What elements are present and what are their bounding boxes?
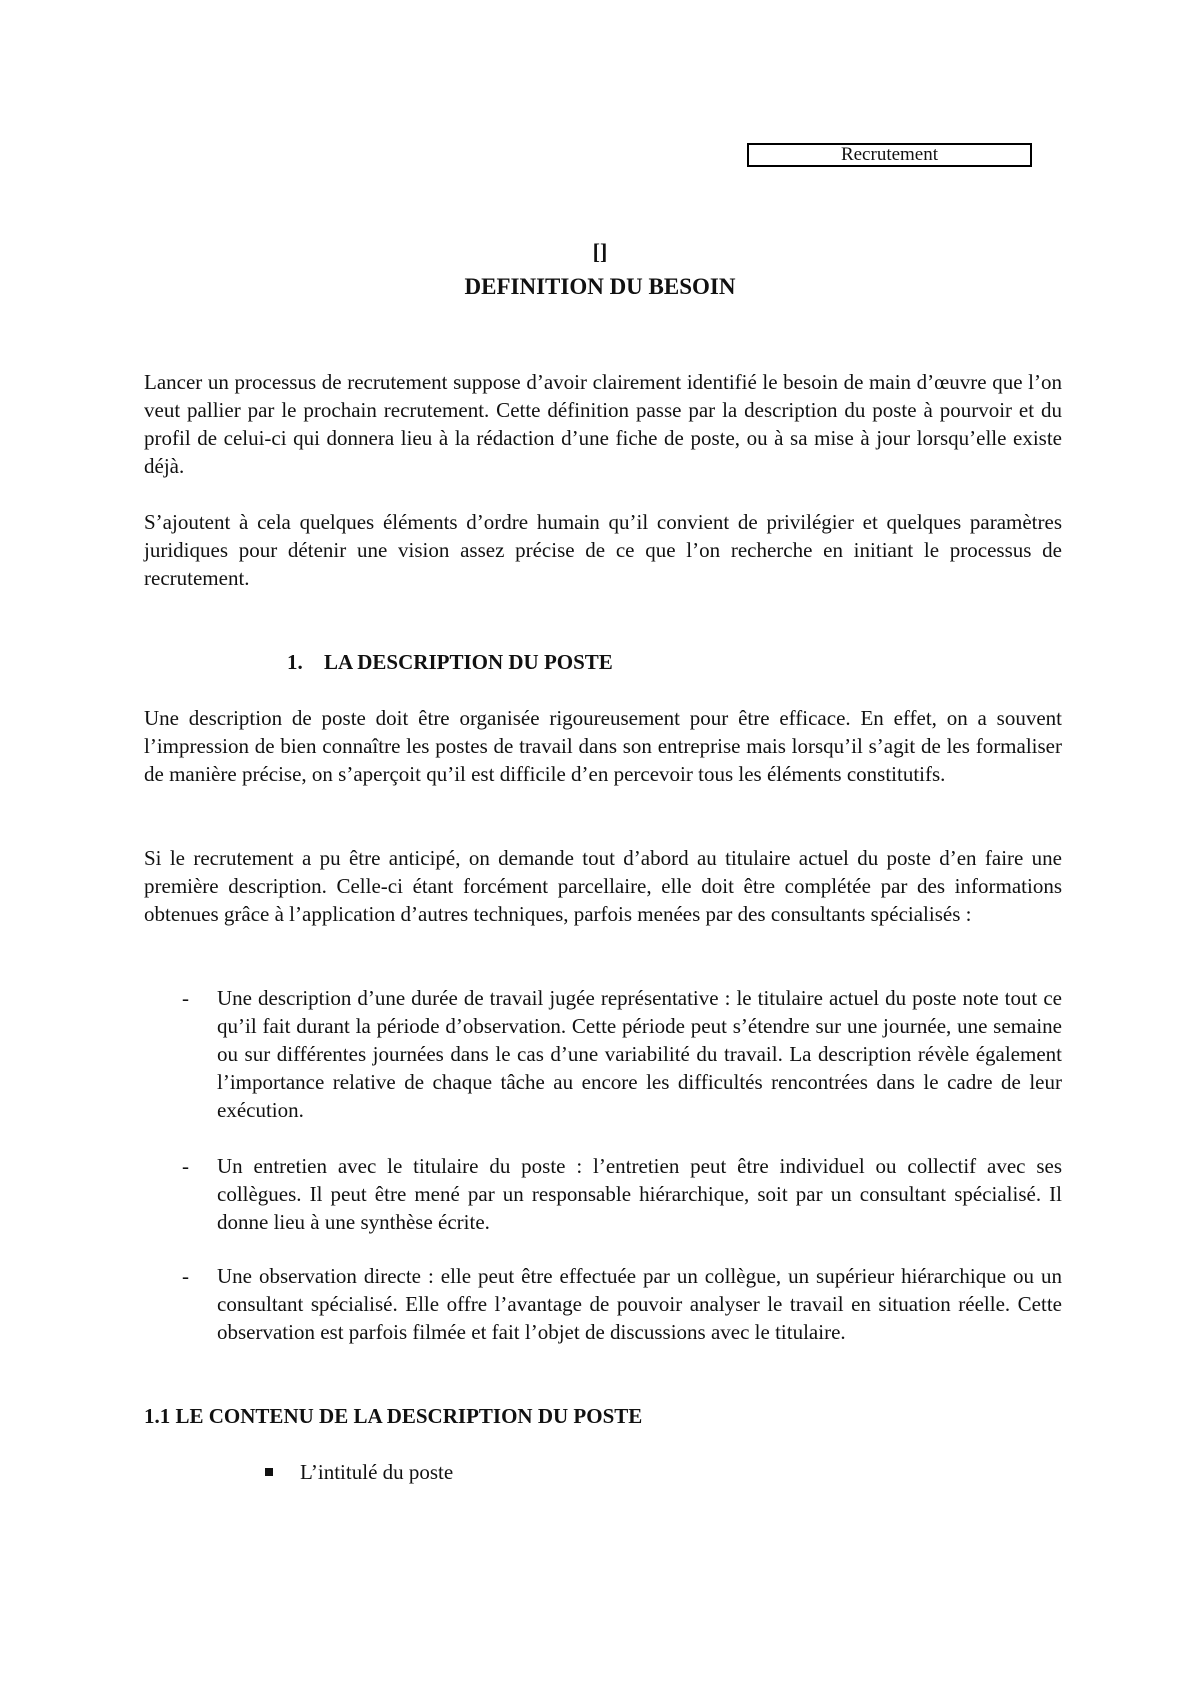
section-1-1-heading: 1.1 LE CONTENU DE LA DESCRIPTION DU POSTE xyxy=(144,1404,643,1428)
missing-glyph-symbol: [] xyxy=(592,239,608,264)
section-1-paragraph-1: Une description de poste doit être organisée rigoureusement pour être efficace. En effet, on a souvent l’impression de bien connaître les postes de travail dans son entreprise mais lorsqu’il s’agit de les formaliser de manière précise, on s’aperçoit qu’il est difficile d’en percevoir tous les éléments constitutifs. xyxy=(144,706,1062,786)
section-1-title: LA DESCRIPTION DU POSTE xyxy=(324,650,613,674)
dash-marker: - xyxy=(182,1154,189,1178)
list-item-text: Une observation directe : elle peut être effectuée par un collègue, un supérieur hiérarchique ou un consultant spécialisé. Elle offre l’avantage de pouvoir analyser le travail en situation réelle. Cette observation est parfois filmée et fait l’objet de discussions avec le titulaire. xyxy=(217,1264,1062,1344)
list-item-text: Un entretien avec le titulaire du poste : l’entretien peut être individuel ou collectif avec ses collègues. Il peut être mené par un responsable hiérarchique, soit par un consultant spécialisé. Il donne lieu à une synthèse écrite. xyxy=(217,1154,1062,1234)
dash-marker: - xyxy=(182,986,189,1010)
dash-marker: - xyxy=(182,1264,189,1288)
section-1-paragraph-2: Si le recrutement a pu être anticipé, on demande tout d’abord au titulaire actuel du poste d’en faire une première description. Celle-ci étant forcément parcellaire, elle doit être complétée par des informations obtenues grâce à l’application d’autres techniques, parfois menées par des consultants spécialisés : xyxy=(144,846,1062,926)
intro-paragraph-2: S’ajoutent à cela quelques éléments d’ordre humain qu’il convient de privilégier et quelques paramètres juridiques pour détenir une vision assez précise de ce que l’on recherche en initiant le processus de recrutement. xyxy=(144,510,1062,590)
header-label: Recrutement xyxy=(840,144,939,165)
list-item-text: Une description d’une durée de travail jugée représentative : le titulaire actuel du poste note tout ce qu’il fait durant la période d’observation. Cette période peut s’étendre sur une journée, une semaine ou sur différentes journées dans le cas d’une variabilité du travail. La description révèle également l’importance relative de chaque tâche au encore les difficultés rencontrées dans le cadre de leur exécution. xyxy=(217,986,1062,1122)
intro-paragraph-1: Lancer un processus de recrutement suppose d’avoir clairement identifié le besoin de main d’œuvre que l’on veut pallier par le prochain recrutement. Cette définition passe par la description du poste à pourvoir et du profil de celui-ci qui donnera lieu à la rédaction d’une fiche de poste, ou à sa mise à jour lorsqu’elle existe déjà. xyxy=(144,370,1062,478)
header-label-box xyxy=(747,143,1032,167)
square-bullet-icon xyxy=(265,1468,273,1476)
document-title: DEFINITION DU BESOIN xyxy=(464,274,736,299)
section-1-heading xyxy=(287,648,613,676)
bullet-text: L’intitulé du poste xyxy=(300,1460,454,1484)
section-1-number: 1. xyxy=(287,650,303,674)
